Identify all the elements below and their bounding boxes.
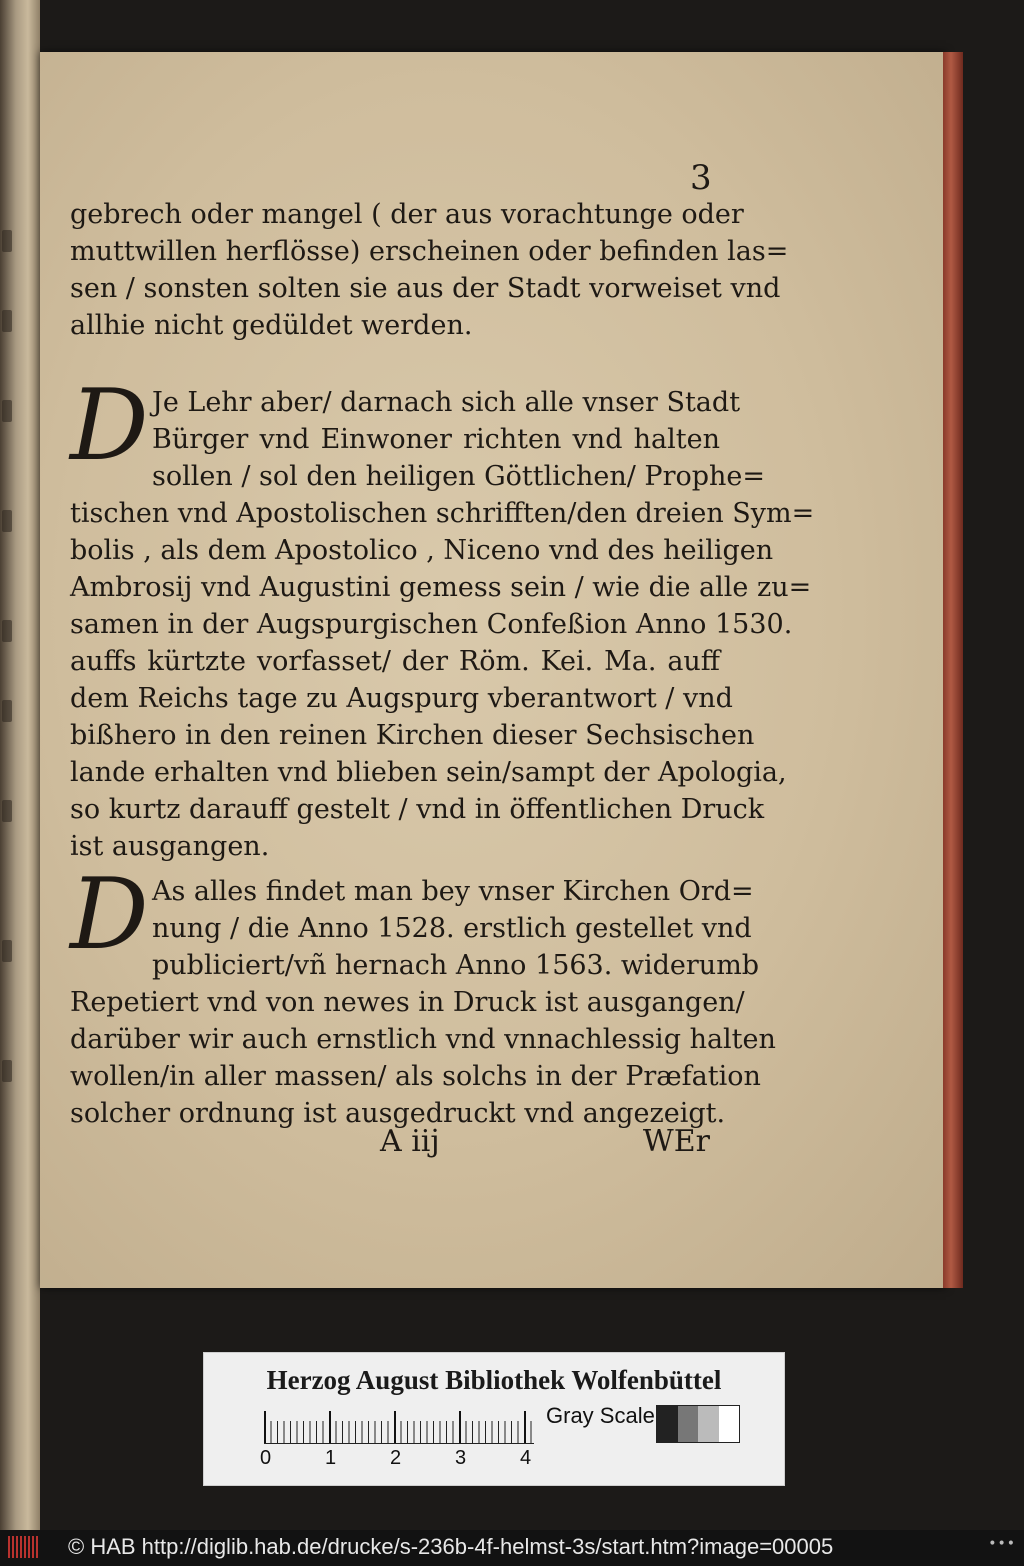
text-line: gebrech oder mangel ( der aus vorachtunge oder bbox=[70, 199, 744, 230]
text-line: allhie nicht gedüldet werden. bbox=[70, 310, 473, 341]
facing-page-mark bbox=[2, 1060, 12, 1082]
text-line: auffs kürtzte vorfasset/ der Röm. Kei. Ma. auff bbox=[70, 646, 720, 677]
text-line: sollen / sol den heiligen Göttlichen/ Prophe= bbox=[152, 461, 766, 492]
facing-page-mark bbox=[2, 700, 12, 722]
library-label bbox=[203, 1352, 785, 1486]
facing-page-mark bbox=[2, 800, 12, 822]
facing-page-mark bbox=[2, 620, 12, 642]
footer-bar bbox=[0, 1530, 1024, 1566]
text-line: lande erhalten vnd blieben sein/sampt der Apologia, bbox=[70, 757, 787, 788]
scale-number: 4 bbox=[520, 1447, 532, 1469]
text-line: samen in der Augspurgischen Confeßion Anno 1530. bbox=[70, 609, 793, 640]
facing-page-mark bbox=[2, 230, 12, 252]
scale-number: 0 bbox=[260, 1447, 272, 1469]
text-line: As alles findet man bey vnser Kirchen Ord= bbox=[152, 876, 754, 907]
facing-page-edge bbox=[0, 0, 40, 1530]
facing-page-mark bbox=[2, 310, 12, 332]
page-number: 3 bbox=[690, 158, 712, 198]
facing-page-mark bbox=[2, 400, 12, 422]
text-line: tischen vnd Apostolischen schrifften/den dreien Sym= bbox=[70, 498, 815, 529]
more-icon: ••• bbox=[988, 1536, 1016, 1552]
facing-page-mark bbox=[2, 940, 12, 962]
text-line: publiciert/vñ hernach Anno 1563. widerumb bbox=[152, 950, 760, 981]
scale-number: 3 bbox=[455, 1447, 467, 1469]
text-line: bißhero in den reinen Kirchen dieser Sechsischen bbox=[70, 720, 755, 751]
text-line: Ambrosij vnd Augustini gemess sein / wie die alle zu= bbox=[70, 572, 812, 603]
drop-capital: D bbox=[70, 858, 149, 972]
text-line: bolis , als dem Apostolico , Niceno vnd des heiligen bbox=[70, 535, 774, 566]
scale-number: 1 bbox=[325, 1447, 337, 1469]
text-line: Repetiert vnd von newes in Druck ist ausgangen/ bbox=[70, 987, 745, 1018]
copyright-url: © HAB http://diglib.hab.de/drucke/s-236b-4f-helmst-3s/start.htm?image=00005 bbox=[68, 1534, 834, 1559]
text-line: Je Lehr aber/ darnach sich alle vnser Stadt bbox=[152, 387, 741, 418]
scale-number: 2 bbox=[390, 1447, 402, 1469]
text-line: solcher ordnung ist ausgedruckt vnd angezeigt. bbox=[70, 1098, 726, 1129]
drop-capital: D bbox=[70, 369, 149, 483]
hab-logo-icon bbox=[8, 1536, 38, 1558]
page-fore-edge bbox=[943, 52, 963, 1288]
page-footer-line bbox=[70, 1124, 720, 1164]
text-line: so kurtz darauff gestelt / vnd in öffentlichen Druck bbox=[70, 794, 765, 825]
text-line: ist ausgangen. bbox=[70, 831, 270, 862]
signature-mark: A iij bbox=[380, 1124, 440, 1159]
page-text bbox=[70, 196, 815, 1132]
text-line: nung / die Anno 1528. erstlich gestellet vnd bbox=[152, 913, 752, 944]
text-line: Bürger vnd Einwoner richten vnd halten bbox=[152, 424, 720, 455]
text-line: dem Reichs tage zu Augspurg vberantwort / vnd bbox=[70, 683, 733, 714]
text-line: darüber wir auch ernstlich vnd vnnachlessig halten bbox=[70, 1024, 776, 1055]
text-line: muttwillen herflösse) erscheinen oder befinden las= bbox=[70, 236, 789, 267]
gray-scale-label: Gray Scale bbox=[546, 1403, 655, 1428]
text-line: wollen/in aller massen/ als solchs in der Præfation bbox=[70, 1061, 761, 1092]
catchword: WEr bbox=[642, 1124, 710, 1159]
scale-ruler bbox=[264, 1411, 534, 1444]
text-line: sen / sonsten solten sie aus der Stadt vorweiset vnd bbox=[70, 273, 781, 304]
library-name: Herzog August Bibliothek Wolfenbüttel bbox=[266, 1365, 722, 1395]
facing-page-mark bbox=[2, 510, 12, 532]
gray-scale-swatches bbox=[656, 1405, 740, 1443]
